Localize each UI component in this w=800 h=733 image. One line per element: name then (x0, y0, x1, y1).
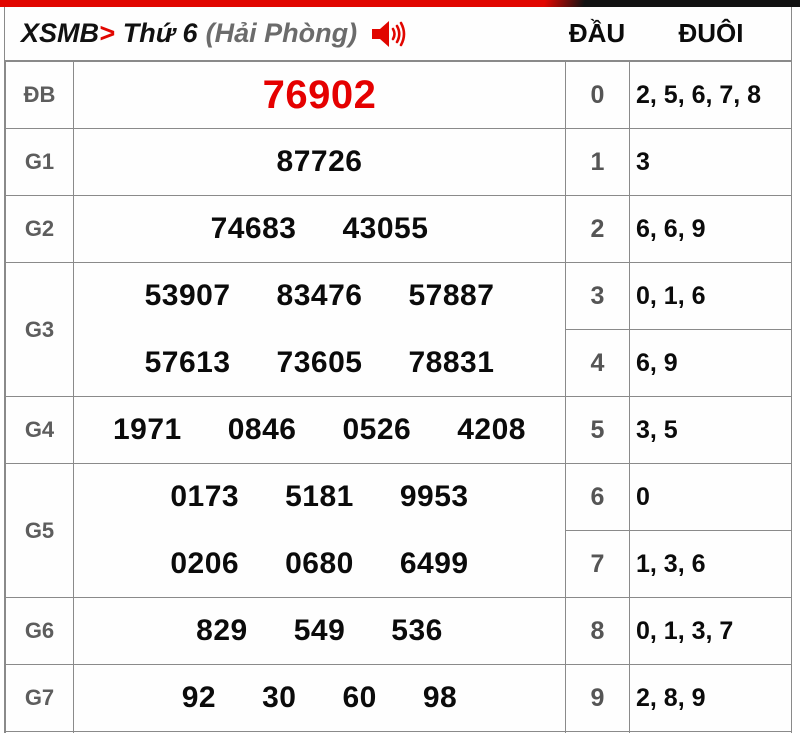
column-header-dau: ĐẦU (568, 18, 626, 48)
lottery-results-panel (4, 7, 792, 733)
table-row (6, 196, 793, 263)
head-digit: 9 (566, 665, 630, 732)
prize-number: 0846 (227, 413, 297, 446)
head-digit: 7 (566, 531, 630, 598)
prize-number: 829 (196, 614, 248, 647)
tail-values: 2, 5, 6, 7, 8 (630, 62, 793, 129)
prize-label-g5: G5 (6, 464, 74, 598)
prize-number: 76902 (262, 72, 377, 117)
tail-values: 0, 1, 6 (630, 263, 793, 330)
prize-number: 74683 (210, 212, 297, 245)
prize-number: 92 (181, 681, 217, 714)
prize-number: 4208 (457, 413, 526, 446)
column-header-duoi: ĐUÔI (678, 18, 744, 48)
prize-g2-numbers (74, 196, 566, 263)
prize-g6-numbers (74, 598, 566, 665)
prize-number: 0206 (170, 546, 240, 580)
tail-values: 3 (630, 129, 793, 196)
prize-g4-numbers (74, 397, 566, 464)
prize-number: 57887 (408, 279, 495, 313)
head-digit: 1 (566, 129, 630, 196)
station-label: (Hải Phòng) (205, 18, 358, 48)
prize-number: 6499 (399, 546, 469, 580)
prize-number: 73605 (276, 345, 363, 379)
top-accent-bar (0, 0, 800, 7)
tail-values: 0 (630, 464, 793, 531)
prize-g7-numbers (74, 665, 566, 732)
table-row (6, 464, 793, 531)
brand-label: XSMB (21, 18, 100, 48)
results-header (5, 7, 791, 61)
tail-values: 1, 3, 6 (630, 531, 793, 598)
prize-number: 0680 (285, 546, 354, 580)
prize-label-g7: G7 (6, 665, 74, 732)
tail-values: 2, 8, 9 (630, 665, 793, 732)
table-row (6, 129, 793, 196)
head-digit: 3 (566, 263, 630, 330)
prize-g1-numbers (74, 129, 566, 196)
tail-values: 3, 5 (630, 397, 793, 464)
prize-number: 0173 (170, 480, 240, 514)
head-digit: 8 (566, 598, 630, 665)
head-digit: 4 (566, 330, 630, 397)
prize-number: 5181 (285, 480, 354, 514)
prize-label-g2: G2 (6, 196, 74, 263)
prize-g5-numbers (74, 464, 566, 598)
table-row (6, 62, 793, 129)
prize-number: 87726 (276, 145, 363, 178)
prize-number: 536 (391, 614, 443, 647)
prize-number: 0526 (342, 413, 412, 446)
prize-number: 549 (293, 614, 346, 647)
table-row (6, 397, 793, 464)
results-title (5, 18, 565, 49)
tail-values: 6, 9 (630, 330, 793, 397)
head-digit: 2 (566, 196, 630, 263)
prize-label-g3: G3 (6, 263, 74, 397)
prize-g3-numbers (74, 263, 566, 397)
results-table (5, 61, 792, 733)
head-digit: 5 (566, 397, 630, 464)
prize-label-db: ĐB (6, 62, 74, 129)
breadcrumb-xsmb[interactable] (21, 18, 115, 49)
prize-label-g4: G4 (6, 397, 74, 464)
prize-number: 57613 (144, 345, 231, 379)
tail-values: 6, 6, 9 (630, 196, 793, 263)
prize-number: 9953 (399, 480, 469, 514)
table-row (6, 665, 793, 732)
draw-day-label: Thứ 6 (122, 18, 198, 48)
prize-db-numbers (74, 62, 566, 129)
head-digit: 0 (566, 62, 630, 129)
prize-number: 98 (422, 681, 458, 714)
breadcrumb-arrow: > (99, 18, 115, 48)
prize-number: 78831 (408, 345, 495, 379)
prize-number: 30 (262, 681, 297, 714)
prize-label-g6: G6 (6, 598, 74, 665)
prize-number: 60 (342, 681, 377, 714)
tail-values: 0, 1, 3, 7 (630, 598, 793, 665)
prize-number: 1971 (113, 413, 182, 446)
speaker-icon[interactable] (371, 19, 407, 49)
prize-label-g1: G1 (6, 129, 74, 196)
prize-number: 53907 (144, 279, 231, 313)
table-row (6, 598, 793, 665)
table-row (6, 263, 793, 330)
head-digit: 6 (566, 464, 630, 531)
prize-number: 43055 (342, 212, 429, 245)
prize-number: 83476 (276, 279, 363, 313)
